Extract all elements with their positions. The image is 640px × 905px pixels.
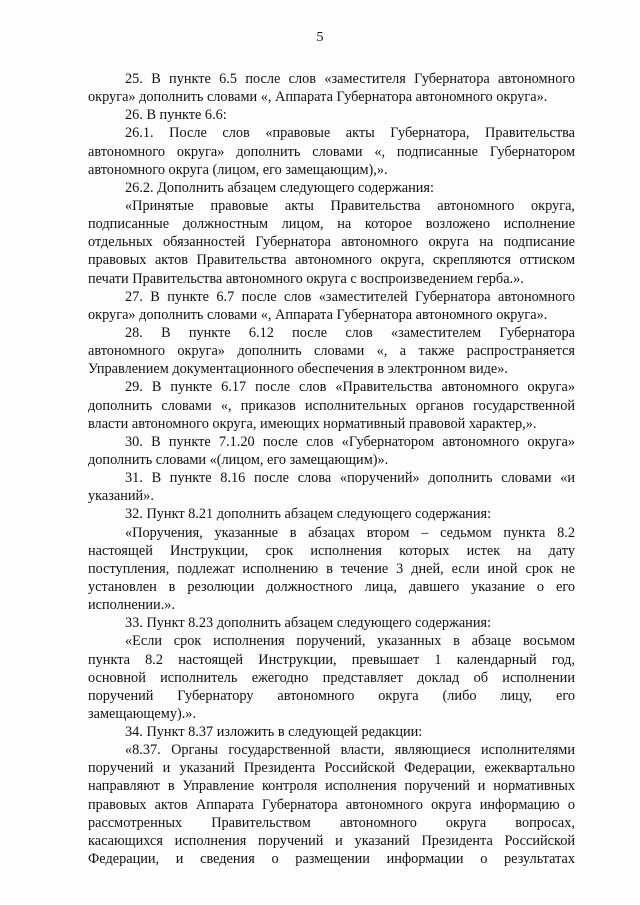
document-body [88,70,575,868]
text-line: автономного округа» дополнить словами «, а также распространяется [88,343,575,360]
text-line: 27. В пункте 6.7 после слов «заместителей Губернатора автономного [125,288,575,305]
text-line: дополнить словами «(лицом, его замещающим)». [88,451,389,468]
text-line: 26.2. Дополнить абзацем следующего содержания: [125,179,434,196]
text-line: замещающему).». [88,705,197,722]
text-line: печати Правительства автономного округа с воспроизведением герба.». [88,270,524,287]
text-line: округа» дополнить словами «, Аппарата Губернатора автономного округа». [88,89,548,106]
text-line: автономного округа» дополнить словами «, подписанные Губернатором [88,143,575,160]
text-line: 26.1. После слов «правовые акты Губернатора, Правительства [125,125,575,142]
text-line: 29. В пункте 6.17 после слов «Правительства автономного округа» [125,379,575,396]
text-line: поступления, подлежат исполнению в течение 3 дней, если иной срок не [88,560,575,577]
text-line: поручений и указаний Президента Российской Федерации, ежеквартально [88,760,575,777]
text-line: правовых актов Правительства автономного округа, скрепляются оттиском [88,252,575,269]
text-line: 26. В пункте 6.6: [125,107,227,124]
text-line: правовых актов Аппарата Губернатора автономного округа информацию о [88,796,575,813]
text-line: касающихся исполнения поручений и указаний Президента Российской [88,832,575,849]
text-line: округа» дополнить словами «, Аппарата Губернатора автономного округа». [88,306,548,323]
text-line: «8.37. Органы государственной власти, являющиеся исполнителями [125,742,575,759]
text-line: исполнении.». [88,597,175,614]
text-line: поручений Губернатору автономного округа (либо лицу, его [88,687,575,704]
text-line: 33. Пункт 8.23 дополнить абзацем следующего содержания: [125,615,492,632]
text-line: рассмотренных Правительством автономного округа вопросах, [88,814,575,831]
text-line: Управлением документационного обеспечения в электронном виде». [88,361,509,378]
text-line: отдельных обязанностей Губернатора автономного округа на подписание [88,234,575,251]
text-line: основной исполнитель ежегодно представляет доклад об исполнении [88,669,575,686]
text-line: указаний». [88,488,154,505]
text-line: власти автономного округа, имеющих нормативный правовой характер,». [88,415,537,432]
text-line: настоящей Инструкции, срок исполнения которых истек на дату [88,542,575,559]
text-line: 25. В пункте 6.5 после слов «заместителя Губернатора автономного [125,71,575,87]
text-line: 31. В пункте 8.16 после слова «поручений» дополнить словами «и [125,470,575,487]
text-line: 32. Пункт 8.21 дополнить абзацем следующего содержания: [125,506,492,523]
text-line: 28. В пункте 6.12 после слов «заместителем Губернатора [125,324,575,341]
page-number: 5 [316,30,324,45]
text-line: 30. В пункте 7.1.20 после слов «Губернатором автономного округа» [125,433,575,450]
text-line: автономного округа (лицом, его замещающим),». [88,161,388,178]
text-line: дополнить словами «, приказов исполнительных органов государственной [88,397,575,414]
text-line: подписанные должностным лицом, на которое возложено исполнение [88,216,575,233]
text-line: «Принятые правовые акты Правительства автономного округа, [125,197,575,214]
text-line: установлен в резолюции должностного лица, давшего указание о его [88,578,575,595]
text-line: 34. Пункт 8.37 изложить в следующей редакции: [125,724,423,741]
text-line: пункта 8.2 настоящей Инструкции, превышает 1 календарный год, [88,651,575,668]
text-line: Федерации, и сведения о размещении информации о результатах [88,851,575,868]
text-line: «Поручения, указанные в абзацах втором – седьмом пункта 8.2 [125,524,575,541]
text-line: «Если срок исполнения поручений, указанных в абзаце восьмом [125,633,575,650]
text-line: направляют в Управление контроля исполнения поручений и нормативных [88,778,575,795]
